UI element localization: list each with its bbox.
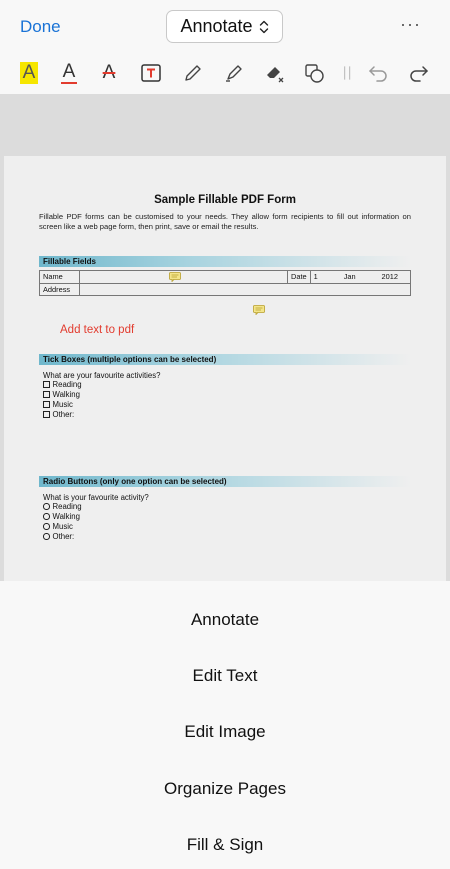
date-year: 2012 xyxy=(381,272,398,282)
pencil-icon xyxy=(181,61,205,85)
checkbox-option[interactable] xyxy=(43,390,80,399)
radio-option[interactable] xyxy=(43,502,82,511)
radio-icon xyxy=(43,523,50,530)
name-field[interactable] xyxy=(80,271,288,284)
radio-icon xyxy=(43,503,50,510)
menu-item-fill-sign[interactable]: Fill & Sign xyxy=(186,835,264,854)
highlighter-tool[interactable] xyxy=(219,58,249,88)
menu-item-annotate[interactable]: Annotate xyxy=(190,610,260,629)
radio-icon xyxy=(43,513,50,520)
pdf-page[interactable] xyxy=(4,156,446,581)
undo-button[interactable] xyxy=(363,58,393,88)
checkbox-icon xyxy=(43,391,50,398)
underline-icon: A xyxy=(62,61,76,82)
redo-button[interactable] xyxy=(404,58,434,88)
textbox-tool[interactable] xyxy=(136,58,166,88)
highlight-tool[interactable] xyxy=(14,58,44,88)
address-field[interactable] xyxy=(80,283,411,296)
underline-tool[interactable] xyxy=(54,58,84,88)
eraser-icon xyxy=(263,61,287,85)
menu-item-organize-pages[interactable]: Organize Pages xyxy=(164,779,286,798)
shapes-icon xyxy=(302,61,326,85)
fillable-fields-table xyxy=(39,270,411,296)
divider-icon xyxy=(338,61,358,85)
chevron-up-down-icon xyxy=(259,19,269,35)
checkbox-label: Walking xyxy=(52,390,80,399)
eraser-tool[interactable] xyxy=(260,58,290,88)
radio-buttons-question: What is your favourite activity? xyxy=(43,493,149,502)
pdf-title: Sample Fillable PDF Form xyxy=(154,194,296,206)
menu-item-edit-text[interactable]: Edit Text xyxy=(192,666,258,685)
done-button[interactable]: Done xyxy=(20,17,61,36)
radio-label: Walking xyxy=(52,512,80,521)
highlight-icon: A xyxy=(20,62,39,84)
undo-icon xyxy=(366,61,390,85)
radio-option[interactable] xyxy=(43,532,74,541)
shapes-tool[interactable] xyxy=(299,58,329,88)
mode-selector-label: Annotate xyxy=(180,16,253,36)
navigation-bar xyxy=(0,0,450,54)
annotation-toolbar xyxy=(0,54,450,94)
comment-note-icon[interactable] xyxy=(169,272,181,282)
checkbox-option[interactable] xyxy=(43,380,82,389)
date-label: Date xyxy=(288,271,311,284)
date-field[interactable] xyxy=(310,271,410,284)
radio-buttons-header: Radio Buttons (only one option can be selected) xyxy=(39,476,411,487)
checkbox-option[interactable] xyxy=(43,410,74,419)
highlighter-icon xyxy=(222,61,246,85)
radio-option[interactable] xyxy=(43,522,73,531)
name-label: Name xyxy=(40,271,80,284)
mode-menu xyxy=(0,581,450,869)
checkbox-icon xyxy=(43,411,50,418)
strikethrough-tool[interactable] xyxy=(94,58,124,88)
checkbox-label: Other: xyxy=(52,410,75,419)
textbox-icon xyxy=(139,61,163,85)
menu-item-edit-image[interactable]: Edit Image xyxy=(184,722,266,741)
tick-boxes-question: What are your favourite activities? xyxy=(43,371,161,380)
checkbox-label: Music xyxy=(52,400,73,409)
strikethrough-icon: A xyxy=(102,62,116,83)
toolbar-divider xyxy=(338,58,358,88)
mode-selector[interactable] xyxy=(166,10,283,43)
tick-boxes-header: Tick Boxes (multiple options can be selected) xyxy=(39,354,411,365)
checkbox-option[interactable] xyxy=(43,400,73,409)
radio-label: Other: xyxy=(52,532,75,541)
checkbox-icon xyxy=(43,401,50,408)
redo-icon xyxy=(407,61,431,85)
date-month: Jan xyxy=(343,272,356,282)
radio-label: Reading xyxy=(52,502,82,511)
comment-note-icon[interactable] xyxy=(253,305,265,315)
checkbox-label: Reading xyxy=(52,380,82,389)
pencil-tool[interactable] xyxy=(178,58,208,88)
checkbox-icon xyxy=(43,381,50,388)
radio-icon xyxy=(43,533,50,540)
address-label: Address xyxy=(40,283,80,296)
more-options-button[interactable]: ··· xyxy=(400,14,421,34)
fillable-fields-header: Fillable Fields xyxy=(39,256,411,267)
pdf-viewer[interactable] xyxy=(0,94,450,581)
radio-label: Music xyxy=(52,522,73,531)
added-text-annotation[interactable]: Add text to pdf xyxy=(60,324,135,336)
radio-option[interactable] xyxy=(43,512,80,521)
pdf-intro-text: Fillable PDF forms can be customised to your needs. They allow form recipients to fill out information on screen like a web page form, then print, save or email the results. xyxy=(39,212,411,231)
date-day: 1 xyxy=(313,272,318,282)
